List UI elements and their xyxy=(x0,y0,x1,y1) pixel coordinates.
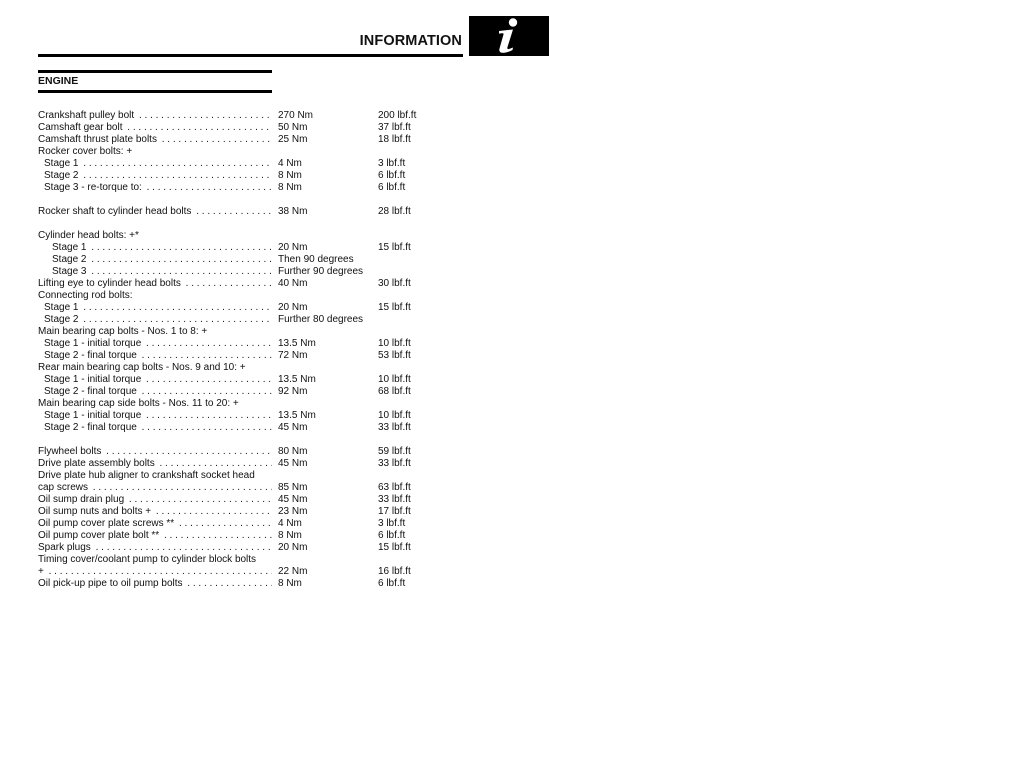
spacer-row xyxy=(38,434,458,446)
torque-nm-value: 270 Nm xyxy=(278,110,314,121)
spec-row xyxy=(38,386,458,398)
spec-label xyxy=(38,422,272,434)
spec-label xyxy=(38,494,272,506)
spec-label-text: Stage 2 xyxy=(44,314,79,325)
spec-row xyxy=(38,278,458,290)
torque-lbf-value: 53 lbf.ft xyxy=(378,350,411,361)
torque-lbf-value: 63 lbf.ft xyxy=(378,482,411,493)
torque-nm-value: 8 Nm xyxy=(278,578,302,588)
torque-lbf-value: 15 lbf.ft xyxy=(378,242,411,253)
spec-label xyxy=(38,302,272,314)
spec-row xyxy=(38,302,458,314)
spec-label-text: Stage 2 - final torque xyxy=(44,386,137,397)
spec-label-text: Oil sump nuts and bolts + xyxy=(38,506,152,517)
spec-label xyxy=(38,254,272,266)
spec-label xyxy=(38,350,272,362)
spec-row xyxy=(38,374,458,386)
torque-nm-value: 13.5 Nm xyxy=(278,410,316,421)
torque-nm-value: 20 Nm xyxy=(278,302,308,313)
spec-label xyxy=(38,290,272,302)
torque-nm-value: 13.5 Nm xyxy=(278,338,316,349)
spec-label-text: Rear main bearing cap bolts - Nos. 9 and 10: + xyxy=(38,362,246,373)
torque-nm-value: 13.5 Nm xyxy=(278,374,316,385)
spec-label-text: Camshaft thrust plate bolts xyxy=(38,134,157,145)
torque-lbf-value: 16 lbf.ft xyxy=(378,566,411,577)
spec-label-text: Rocker cover bolts: + xyxy=(38,146,133,157)
spec-label xyxy=(38,158,272,170)
torque-lbf-value: 18 lbf.ft xyxy=(378,134,411,145)
spec-label-text: Oil pump cover plate screws ** xyxy=(38,518,175,529)
spec-label-text: + xyxy=(38,566,44,577)
spec-label-text: Stage 1 - initial torque xyxy=(44,410,142,421)
spec-label xyxy=(38,446,272,458)
torque-lbf-value: 10 lbf.ft xyxy=(378,338,411,349)
spacer-row xyxy=(38,194,458,206)
torque-nm-value: 85 Nm xyxy=(278,482,308,493)
torque-nm-value: 72 Nm xyxy=(278,350,308,361)
spec-label-text: Stage 2 - final torque xyxy=(44,422,137,433)
spec-label xyxy=(38,278,272,290)
torque-nm-value: 8 Nm xyxy=(278,530,302,541)
spec-label xyxy=(38,554,272,566)
torque-spec-list xyxy=(38,110,458,588)
spec-row xyxy=(38,290,458,302)
spec-row xyxy=(38,470,458,482)
spec-label xyxy=(38,386,272,398)
torque-nm-value: 38 Nm xyxy=(278,206,308,217)
spec-label xyxy=(38,398,272,410)
section-title: ENGINE xyxy=(38,75,79,87)
spec-row xyxy=(38,242,458,254)
spec-label-text: Oil sump drain plug xyxy=(38,494,125,505)
spec-row xyxy=(38,422,458,434)
torque-lbf-value: 33 lbf.ft xyxy=(378,458,411,469)
spec-row xyxy=(38,158,458,170)
spec-label xyxy=(38,314,272,326)
document-sheet xyxy=(0,0,560,588)
spec-row xyxy=(38,206,458,218)
spec-label-text: Stage 1 - initial torque xyxy=(44,338,142,349)
spec-label-text: Stage 1 xyxy=(44,158,79,169)
torque-lbf-value: 37 lbf.ft xyxy=(378,122,411,133)
torque-nm-value: 20 Nm xyxy=(278,242,308,253)
spec-row xyxy=(38,350,458,362)
page-title: INFORMATION xyxy=(359,33,462,49)
torque-nm-value: 4 Nm xyxy=(278,518,302,529)
torque-nm-value: 92 Nm xyxy=(278,386,308,397)
spec-label-text: Stage 3 - re-torque to: xyxy=(44,182,142,193)
spacer-row xyxy=(38,218,458,230)
spec-label-text: Main bearing cap bolts - Nos. 1 to 8: + xyxy=(38,326,208,337)
spec-label xyxy=(38,542,272,554)
spec-label-text: Crankshaft pulley bolt xyxy=(38,110,135,121)
spec-row xyxy=(38,146,458,158)
torque-nm-value: 8 Nm xyxy=(278,182,302,193)
spec-row xyxy=(38,410,458,422)
header-divider xyxy=(38,54,463,57)
spec-label xyxy=(38,122,272,134)
torque-nm-value: 23 Nm xyxy=(278,506,308,517)
torque-lbf-value: 3 lbf.ft xyxy=(378,158,406,169)
spec-row xyxy=(38,554,458,566)
spec-label xyxy=(38,206,272,218)
spec-label-text: Camshaft gear bolt xyxy=(38,122,123,133)
torque-lbf-value: 68 lbf.ft xyxy=(378,386,411,397)
spec-row xyxy=(38,230,458,242)
torque-lbf-value: 6 lbf.ft xyxy=(378,578,406,588)
spec-label-text: Stage 2 xyxy=(52,254,87,265)
torque-nm-value: 20 Nm xyxy=(278,542,308,553)
torque-lbf-value: 28 lbf.ft xyxy=(378,206,411,217)
spec-label xyxy=(38,578,272,588)
spec-row xyxy=(38,134,458,146)
spec-label xyxy=(38,458,272,470)
spec-label xyxy=(38,134,272,146)
torque-nm-value: 45 Nm xyxy=(278,422,308,433)
spec-label-text: Stage 2 xyxy=(44,170,79,181)
torque-lbf-value: 3 lbf.ft xyxy=(378,518,406,529)
spec-label-text: cap screws xyxy=(38,482,89,493)
spec-label-text: Timing cover/coolant pump to cylinder block bolts xyxy=(38,554,257,565)
torque-lbf-value: 59 lbf.ft xyxy=(378,446,411,457)
spec-label-text: Stage 1 xyxy=(52,242,87,253)
spec-row xyxy=(38,506,458,518)
spec-label-text: Flywheel bolts xyxy=(38,446,102,457)
spec-label xyxy=(38,110,272,122)
spec-row xyxy=(38,182,458,194)
torque-nm-value: 25 Nm xyxy=(278,134,308,145)
spec-label xyxy=(38,566,272,578)
spec-row xyxy=(38,398,458,410)
spec-label xyxy=(38,518,272,530)
spec-row xyxy=(38,326,458,338)
spec-label-text: Stage 2 - final torque xyxy=(44,350,137,361)
spec-label xyxy=(38,338,272,350)
spec-label-text: Stage 1 xyxy=(44,302,79,313)
spec-row xyxy=(38,542,458,554)
spec-label-text: Stage 3 xyxy=(52,266,87,277)
spec-label xyxy=(38,170,272,182)
spec-row xyxy=(38,338,458,350)
torque-lbf-value: 30 lbf.ft xyxy=(378,278,411,289)
spec-row xyxy=(38,566,458,578)
spec-row xyxy=(38,362,458,374)
spec-label-text: Oil pump cover plate bolt ** xyxy=(38,530,160,541)
torque-lbf-value: 6 lbf.ft xyxy=(378,182,406,193)
spec-label xyxy=(38,182,272,194)
torque-nm-value: 80 Nm xyxy=(278,446,308,457)
torque-lbf-value: 10 lbf.ft xyxy=(378,374,411,385)
spec-row xyxy=(38,266,458,278)
section-bottom-divider xyxy=(38,90,272,93)
torque-nm-value: Further 90 degrees xyxy=(278,266,364,277)
spec-label-text: Spark plugs xyxy=(38,542,91,553)
spec-label-text: Cylinder head bolts: +* xyxy=(38,230,139,241)
spec-label xyxy=(38,230,272,242)
torque-nm-value: 45 Nm xyxy=(278,494,308,505)
torque-nm-value: 40 Nm xyxy=(278,278,308,289)
spec-row xyxy=(38,482,458,494)
spec-label xyxy=(38,266,272,278)
torque-lbf-value: 33 lbf.ft xyxy=(378,494,411,505)
torque-lbf-value: 6 lbf.ft xyxy=(378,170,406,181)
spec-row xyxy=(38,122,458,134)
spec-label-text: Stage 1 - initial torque xyxy=(44,374,142,385)
spec-row xyxy=(38,494,458,506)
spec-row xyxy=(38,446,458,458)
spec-label-text: Main bearing cap side bolts - Nos. 11 to 20: + xyxy=(38,398,239,409)
spec-label xyxy=(38,530,272,542)
spec-label xyxy=(38,374,272,386)
info-icon xyxy=(469,16,549,56)
spec-label-text: Drive plate hub aligner to crankshaft socket head xyxy=(38,470,255,481)
spec-label xyxy=(38,482,272,494)
torque-lbf-value: 15 lbf.ft xyxy=(378,302,411,313)
spec-row xyxy=(38,518,458,530)
torque-nm-value: 22 Nm xyxy=(278,566,308,577)
spec-label xyxy=(38,326,272,338)
spec-row xyxy=(38,170,458,182)
spec-row xyxy=(38,530,458,542)
torque-nm-value: 50 Nm xyxy=(278,122,308,133)
spec-label-text: Drive plate assembly bolts xyxy=(38,458,155,469)
torque-lbf-value: 15 lbf.ft xyxy=(378,542,411,553)
torque-nm-value: Further 80 degrees xyxy=(278,314,364,325)
spec-label-text: Rocker shaft to cylinder head bolts xyxy=(38,206,192,217)
spec-label xyxy=(38,410,272,422)
spec-label xyxy=(38,362,272,374)
spec-row xyxy=(38,254,458,266)
torque-nm-value: Then 90 degrees xyxy=(278,254,354,265)
torque-nm-value: 4 Nm xyxy=(278,158,302,169)
spec-label-text: Connecting rod bolts: xyxy=(38,290,133,301)
spec-label-text: Lifting eye to cylinder head bolts xyxy=(38,278,181,289)
spec-row xyxy=(38,458,458,470)
torque-lbf-value: 17 lbf.ft xyxy=(378,506,411,517)
torque-lbf-value: 10 lbf.ft xyxy=(378,410,411,421)
spec-row xyxy=(38,578,458,588)
spec-row xyxy=(38,314,458,326)
spec-label xyxy=(38,506,272,518)
torque-lbf-value: 6 lbf.ft xyxy=(378,530,406,541)
torque-nm-value: 45 Nm xyxy=(278,458,308,469)
section-top-divider xyxy=(38,70,272,73)
torque-lbf-value: 33 lbf.ft xyxy=(378,422,411,433)
spec-label xyxy=(38,242,272,254)
spec-row xyxy=(38,110,458,122)
torque-nm-value: 8 Nm xyxy=(278,170,302,181)
spec-label xyxy=(38,470,272,482)
torque-lbf-value: 200 lbf.ft xyxy=(378,110,417,121)
spec-label-text: Oil pick-up pipe to oil pump bolts xyxy=(38,578,183,588)
spec-label xyxy=(38,146,272,158)
